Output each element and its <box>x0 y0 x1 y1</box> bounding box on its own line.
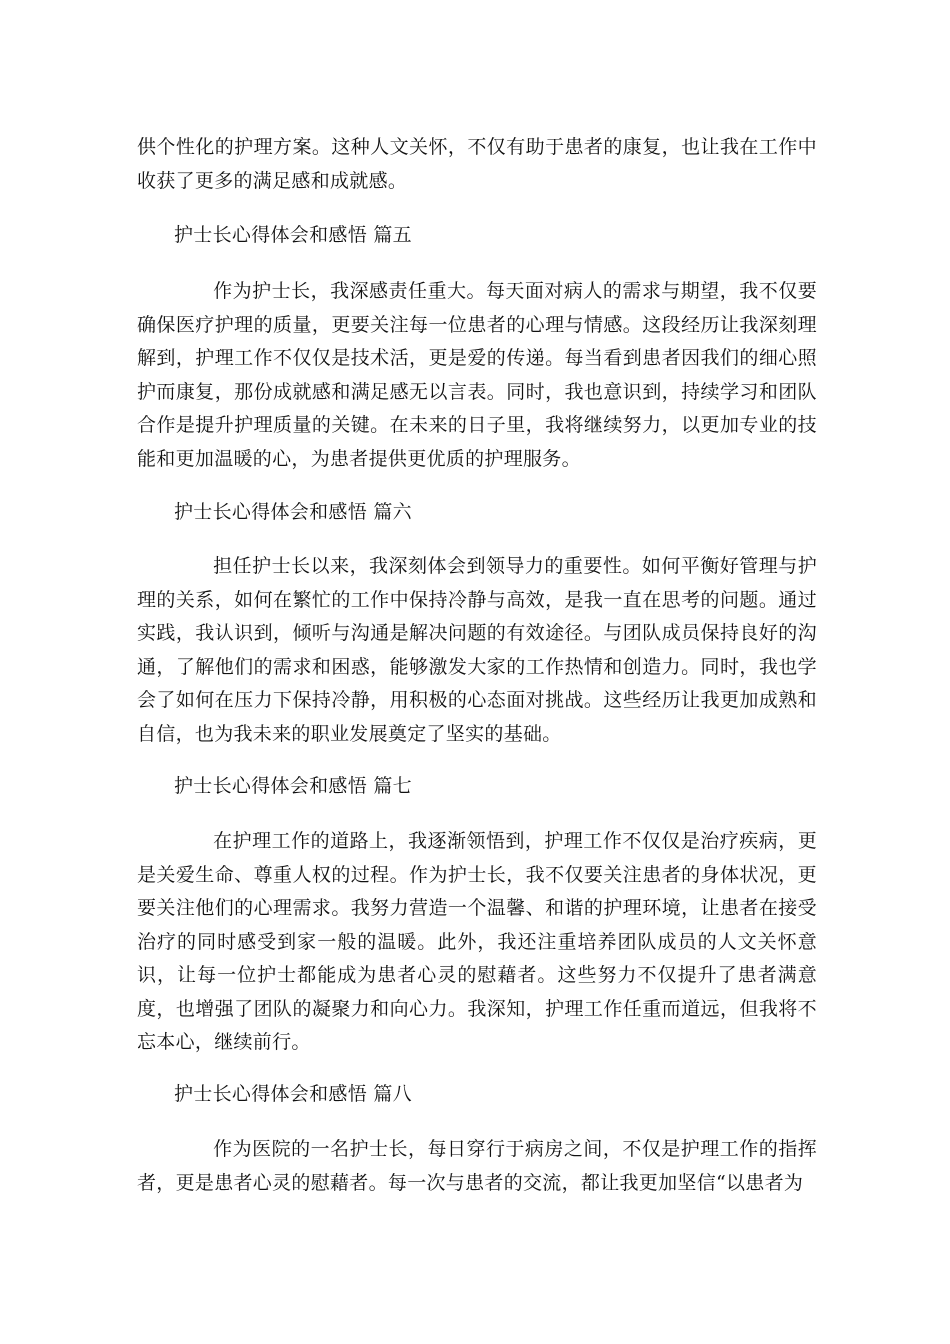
section-heading-8: 护士长心得体会和感悟 篇八 <box>174 1083 412 1105</box>
section-body-6: 担任护士长以来，我深刻体会到领导力的重要性。如何平衡好管理与护理的关系，如何在繁忙的工作中保持冷静与高效，是我一直在思考的问题。通过实践，我认识到，倾听与沟通是解决问题的有效途径。与团队成员保持良好的沟通，了解他们的需求和困惑，能够激发大家的工作热情和创造力。同时，我也学会了如何在压力下保持冷静，用积极的心态面对挑战。这些经历让我更加成熟和自信，也为我未来的职业发展奠定了坚实的基础。 <box>137 555 817 745</box>
section-body-8: 作为医院的一名护士长，每日穿行于病房之间，不仅是护理工作的指挥者，更是患者心灵的慰藉者。每一次与患者的交流，都让我更加坚信“以患者为 <box>137 1138 817 1194</box>
section-body-7: 在护理工作的道路上，我逐渐领悟到，护理工作不仅仅是治疗疾病，更是关爱生命、尊重人权的过程。作为护士长，我不仅要关注患者的身体状况，更要关注他们的心理需求。我努力营造一个温馨、和谐的护理环境，让患者在接受治疗的同时感受到家一般的温暖。此外，我还注重培养团队成员的人文关怀意识，让每一位护士都能成为患者心灵的慰藉者。这些努力不仅提升了患者满意度，也增强了团队的凝聚力和向心力。我深知，护理工作任重而道远，但我将不忘本心，继续前行。 <box>137 830 817 1053</box>
section-heading-5: 护士长心得体会和感悟 篇五 <box>174 224 412 246</box>
section-heading-6: 护士长心得体会和感悟 篇六 <box>174 501 412 523</box>
section-heading-7: 护士长心得体会和感悟 篇七 <box>174 775 412 797</box>
intro-paragraph: 供个性化的护理方案。这种人文关怀，不仅有助于患者的康复，也让我在工作中收获了更多的满足感和成就感。 <box>137 136 817 192</box>
section-body-5: 作为护士长，我深感责任重大。每天面对病人的需求与期望，我不仅要确保医疗护理的质量，更要关注每一位患者的心理与情感。这段经历让我深刻理解到，护理工作不仅仅是技术活，更是爱的传递。每当看到患者因我们的细心照护而康复，那份成就感和满足感无以言表。同时，我也意识到，持续学习和团队合作是提升护理质量的关键。在未来的日子里，我将继续努力，以更加专业的技能和更加温暖的心，为患者提供更优质的护理服务。 <box>137 280 817 470</box>
